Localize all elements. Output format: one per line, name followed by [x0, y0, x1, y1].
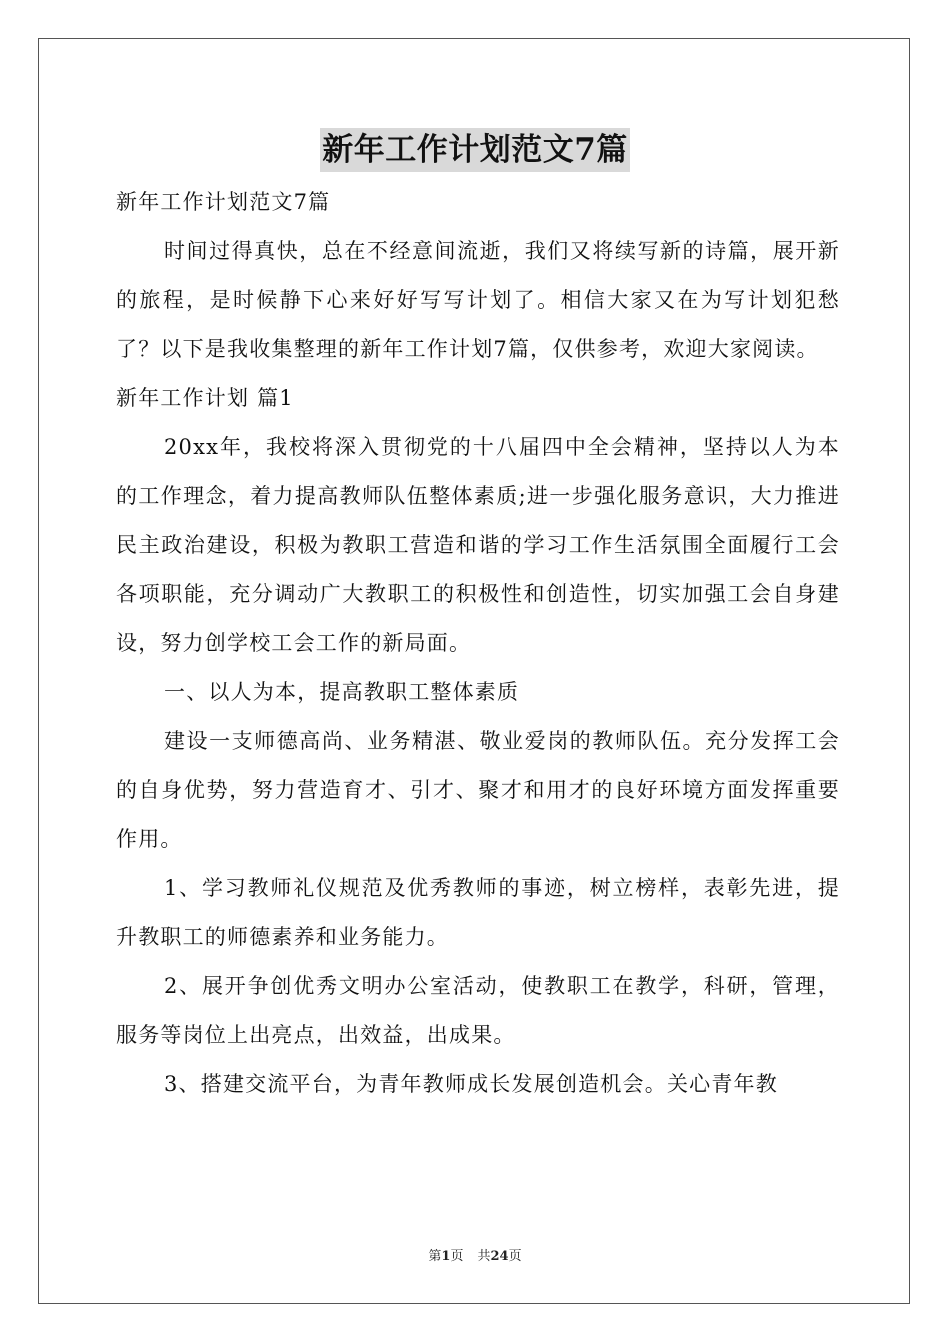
- document-title: [0, 128, 950, 177]
- page-footer: [0, 1245, 950, 1264]
- intro-paragraph: 时间过得真快，总在不经意间流逝，我们又将续写新的诗篇，展开新的旅程，是时候静下心来好好写写计划了。相信大家又在为写计划犯愁了？以下是我收集整理的新年工作计划7篇，仅供参考，欢迎大家阅读。: [116, 239, 840, 361]
- page-suffix: 页: [450, 1249, 464, 1264]
- document-body: [116, 178, 840, 1109]
- body-paragraph: 建设一支师德高尚、业务精湛、敬业爱岗的教师队伍。充分发挥工会的自身优势，努力营造育才、引才、聚才和用才的良好环境方面发挥重要作用。: [116, 729, 840, 851]
- page-prefix: 第: [428, 1249, 442, 1264]
- total-suffix: 页: [508, 1249, 522, 1264]
- total-pages: 24: [490, 1249, 509, 1264]
- section-heading: 新年工作计划 篇1: [116, 386, 294, 410]
- list-item: 1、学习教师礼仪规范及优秀教师的事迹，树立榜样，表彰先进，提升教职工的师德素养和业务能力。: [116, 876, 840, 949]
- subtitle-paragraph: 新年工作计划范文7篇: [116, 190, 331, 214]
- subsection-heading: 一、以人为本，提高教职工整体素质: [164, 680, 520, 704]
- page-number: 1: [441, 1249, 451, 1264]
- list-item: 2、展开争创优秀文明办公室活动，使教职工在教学，科研，管理，服务等岗位上出亮点，出效益，出成果。: [116, 974, 840, 1047]
- body-paragraph: 20xx年，我校将深入贯彻党的十八届四中全会精神，坚持以人为本的工作理念，着力提高教师队伍整体素质;进一步强化服务意识，大力推进民主政治建设，积极为教职工营造和谐的学习工作生活氛围全面履行工会各项职能，充分调动广大教职工的积极性和创造性，切实加强工会自身建设，努力创学校工会工作的新局面。: [116, 435, 840, 655]
- total-prefix: 共: [477, 1249, 491, 1264]
- list-item: 3、搭建交流平台，为青年教师成长发展创造机会。关心青年教: [164, 1072, 778, 1096]
- document-title-text: 新年工作计划范文7篇: [320, 128, 630, 172]
